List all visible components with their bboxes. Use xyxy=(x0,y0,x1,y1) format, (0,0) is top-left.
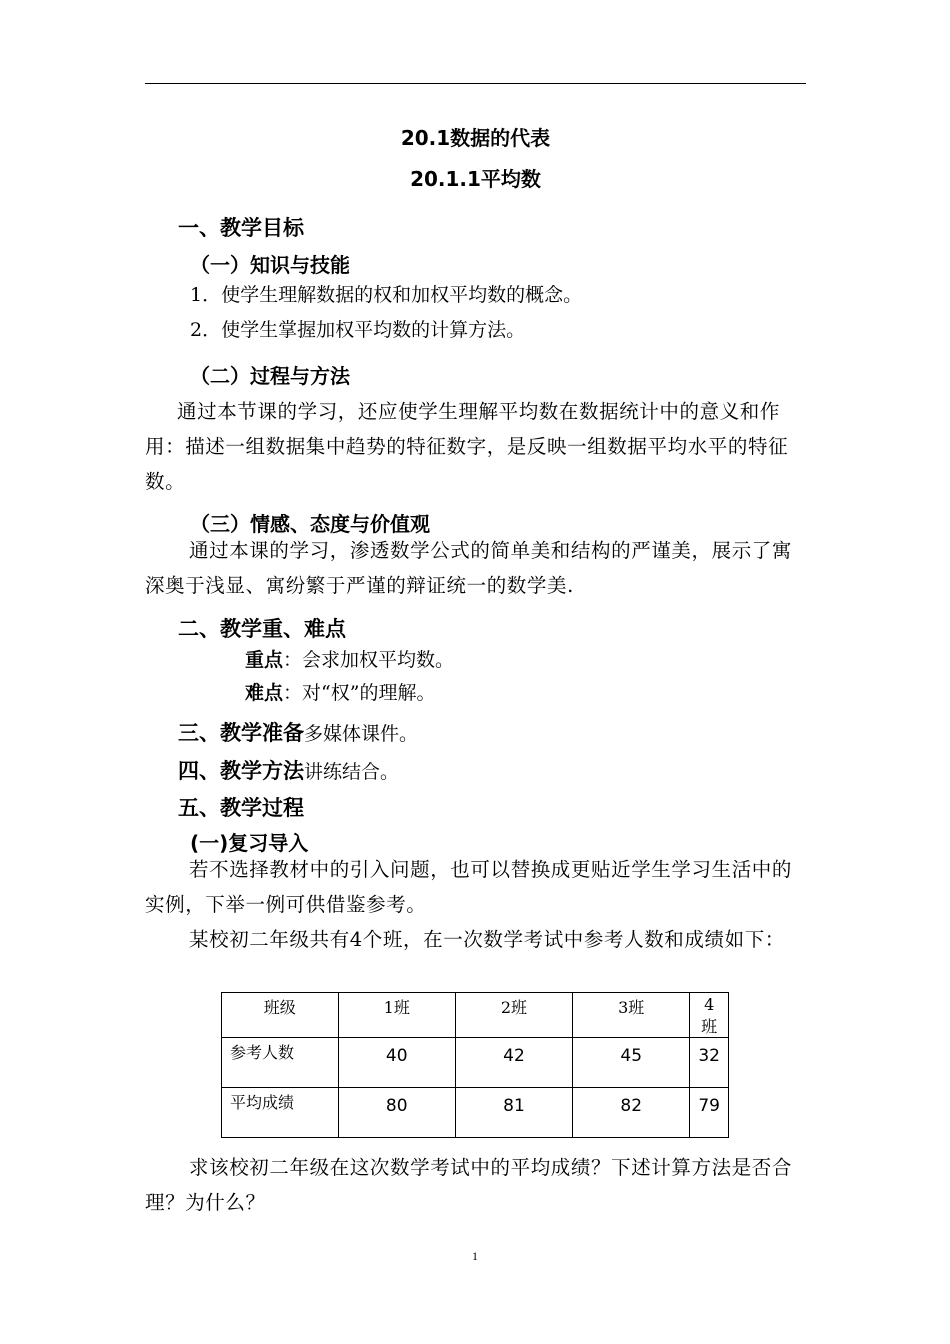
table-header-cell: 2班 xyxy=(455,993,572,1038)
section-2-heading: 二、教学重、难点 xyxy=(178,617,346,641)
table-row-label: 参考人数 xyxy=(222,1038,339,1088)
table-row xyxy=(222,1038,729,1088)
section-5-1-heading: (一)复习导入 xyxy=(190,831,309,855)
section-5-heading: 五、教学过程 xyxy=(178,796,304,820)
section-3-line: 三、教学准备多媒体课件。 xyxy=(178,721,419,745)
table-row xyxy=(222,1088,729,1138)
difficult-point-label: 难点 xyxy=(245,682,284,704)
page-title: 20.1数据的代表 xyxy=(400,126,551,150)
difficult-point-line: 难点：对“权”的理解。 xyxy=(245,682,436,704)
section-1-1-heading: （一）知识与技能 xyxy=(190,253,350,277)
table-header-cell: 班级 xyxy=(222,993,339,1038)
section-1-3-paragraph: 通过本课的学习，渗透数学公式的简单美和结构的严谨美，展示了寓深奥于浅显、寓纷繁于严谨的辩证统一的数学美. xyxy=(145,539,793,597)
table-cell: 82 xyxy=(573,1088,690,1138)
table-header-row xyxy=(222,993,729,1038)
section-1-1-item-1: 1．使学生理解数据的权和加权平均数的概念。 xyxy=(190,284,583,306)
section-3-heading: 三、教学准备 xyxy=(178,721,304,745)
table-row-label: 平均成绩 xyxy=(222,1088,339,1138)
table-header-cell: 1班 xyxy=(338,993,455,1038)
section-5-paragraph-2: 某校初二年级共有4个班，在一次数学考试中参考人数和成绩如下： xyxy=(189,928,785,951)
section-1-2-heading: （二）过程与方法 xyxy=(190,364,350,388)
table-cell: 40 xyxy=(338,1038,455,1088)
table-cell: 79 xyxy=(690,1088,729,1138)
header-rule xyxy=(145,83,806,84)
key-point-line: 重点：会求加权平均数。 xyxy=(245,649,455,671)
section-5-paragraph-1: 若不选择教材中的引入问题，也可以替换成更贴近学生学习生活中的实例，下举一例可供借鉴参考。 xyxy=(145,858,793,916)
scores-table xyxy=(221,992,729,1138)
table-cell: 32 xyxy=(690,1038,729,1088)
table-header-cell: 3班 xyxy=(573,993,690,1038)
page-number: 1 xyxy=(472,1249,478,1263)
section-1-2-paragraph: 通过本节课的学习，还应使学生理解平均数在数据统计中的意义和作用：描述一组数据集中趋势的特征数字，是反映一组数据平均水平的特征数。 xyxy=(145,400,789,493)
section-4-heading: 四、教学方法 xyxy=(178,759,304,783)
table-cell: 80 xyxy=(338,1088,455,1138)
section-4-line: 四、教学方法讲练结合。 xyxy=(178,759,400,783)
key-point-label: 重点 xyxy=(245,649,284,671)
table-cell: 42 xyxy=(455,1038,572,1088)
page-subtitle: 20.1.1平均数 xyxy=(410,167,541,191)
table-header-cell: 4班 xyxy=(690,993,729,1038)
section-1-1-item-2: 2．使学生掌握加权平均数的计算方法。 xyxy=(190,319,526,341)
table-cell: 81 xyxy=(455,1088,572,1138)
table-cell: 45 xyxy=(573,1038,690,1088)
section-5-paragraph-3: 求该校初二年级在这次数学考试中的平均成绩？下述计算方法是否合理？为什么？ xyxy=(145,1156,793,1214)
section-1-heading: 一、教学目标 xyxy=(178,216,304,240)
section-1-3-heading: （三）情感、态度与价值观 xyxy=(190,512,430,536)
